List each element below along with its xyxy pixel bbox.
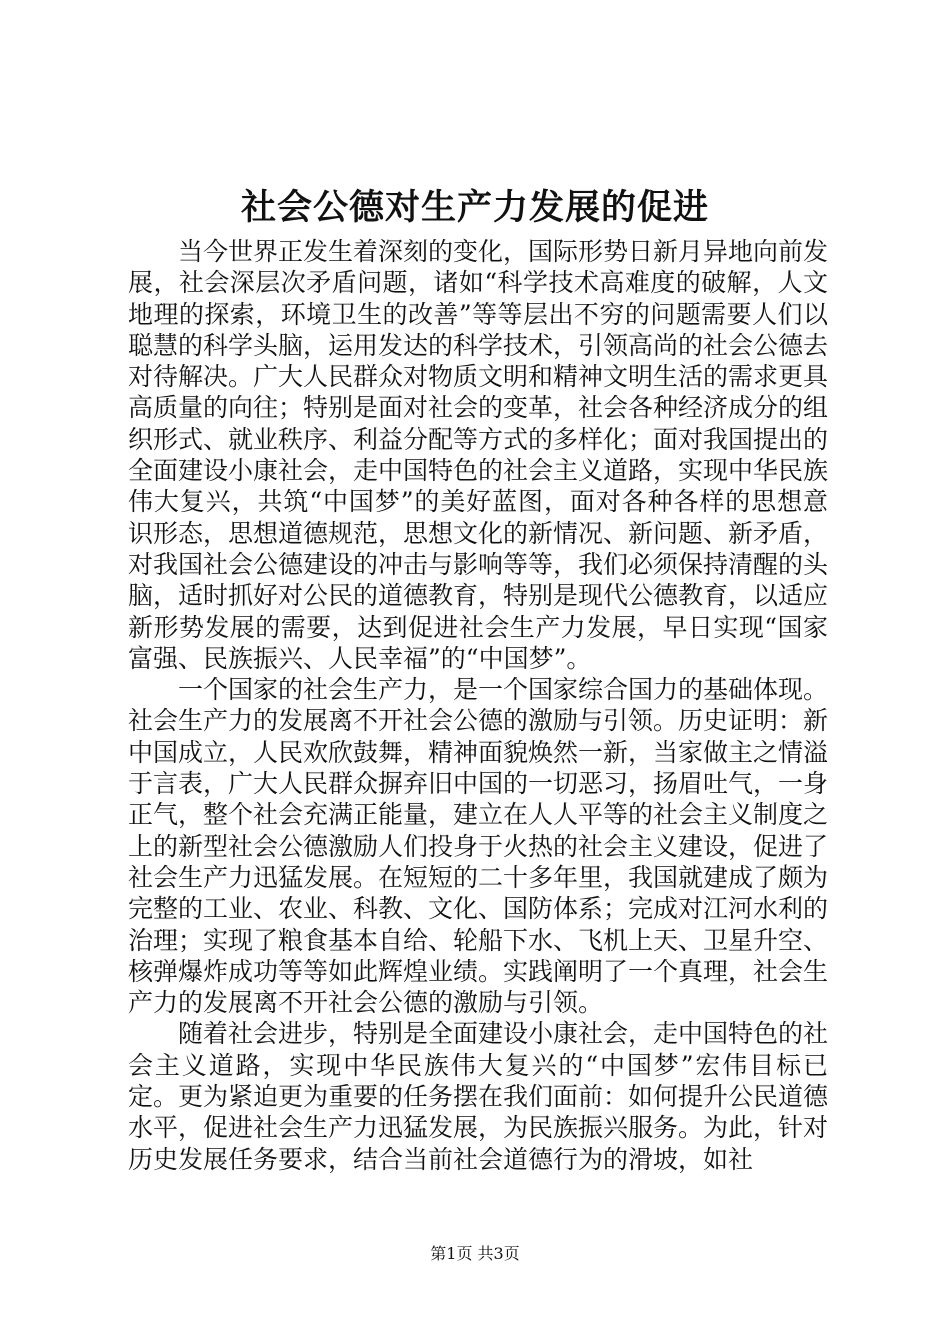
paragraph-1: 当今世界正发生着深刻的变化，国际形势日新月异地向前发展，社会深层次矛盾问题，诸如“科学技术高难度的破解，人文地理的探索，环境卫生的改善”等等层出不穷的问题需要人们以聪慧的科学头脑，运用发达的科学技术，引领高尚的社会公德去对待解决。广大人民群众对物质文明和精神文明生活的需求更具高质量的向往；特别是面对社会的变革，社会各种经济成分的组织形式、就业秩序、利益分配等方式的多样化；面对我国提出的全面建设小康社会，走中国特色的社会主义道路，实现中华民族伟大复兴，共筑“中国梦”的美好蓝图，面对各种各样的思想意识形态，思想道德规范，思想文化的新情况、新问题、新矛盾，对我国社会公德建设的冲击与影响等等，我们必须保持清醒的头脑，适时抓好对公民的道德教育，特别是现代公德教育，以适应新形势发展的需要，达到促进社会生产力发展，早日实现“国家富强、民族振兴、人民幸福”的“中国梦”。: [128, 237, 829, 673]
paragraph-3: 随着社会进步，特别是全面建设小康社会，走中国特色的社会主义道路，实现中华民族伟大复兴的“中国梦”宏伟目标已定。更为紧迫更为重要的任务摆在我们面前：如何提升公民道德水平，促进社会生产力迅猛发展，为民族振兴服务。为此，针对历史发展任务要求，结合当前社会道德行为的滑坡，如社: [128, 1019, 829, 1174]
document-body: [128, 236, 828, 1175]
document-title: 社会公德对生产力发展的促进: [240, 188, 709, 228]
page-footer: 第1页 共3页: [430, 1244, 520, 1263]
paragraph-2: 一个国家的社会生产力，是一个国家综合国力的基础体现。社会生产力的发展离不开社会公德的激励与引领。历史证明：新中国成立，人民欢欣鼓舞，精神面貌焕然一新，当家做主之情溢于言表，广大人民群众摒弃旧中国的一切恶习，扬眉吐气，一身正气，整个社会充满正能量，建立在人人平等的社会主义制度之上的新型社会公德激励人们投身于火热的社会主义建设，促进了社会生产力迅猛发展。在短短的二十多年里，我国就建成了颇为完整的工业、农业、科教、文化、国防体系；完成对江河水利的治理；实现了粮食基本自给、轮船下水、飞机上天、卫星升空、核弹爆炸成功等等如此辉煌业绩。实践阐明了一个真理，社会生产力的发展离不开社会公德的激励与引领。: [128, 675, 829, 1018]
